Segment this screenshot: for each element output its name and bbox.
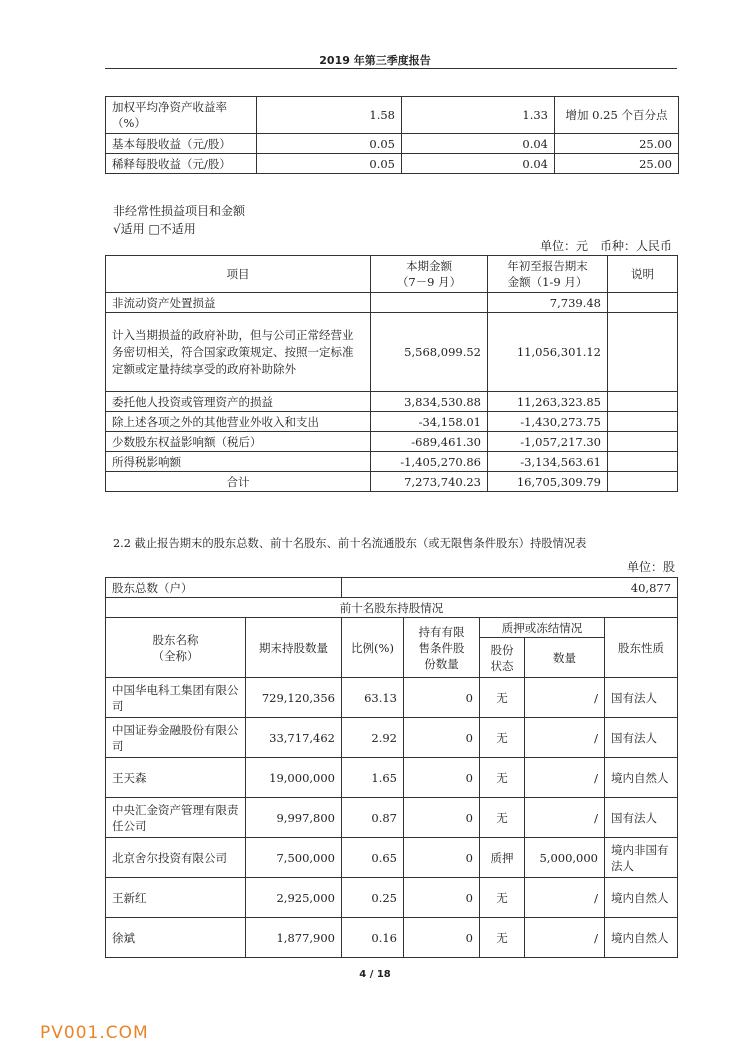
shareholder-ratio: 2.92 <box>342 718 404 758</box>
eps-row-label: 加权平均净资产收益率 （%） <box>106 97 257 134</box>
shareholder-nature: 国有法人 <box>605 798 678 838</box>
total-shareholders-row <box>106 578 678 598</box>
shareholder-name: 中国证券金融股份有限公司 <box>106 718 246 758</box>
col-header-current: 本期金额 （7－9 月） <box>371 256 488 293</box>
shareholder-nature: 国有法人 <box>605 718 678 758</box>
note-cell <box>608 293 678 313</box>
pledge-qty: / <box>525 718 605 758</box>
shareholder-ratio: 63.13 <box>342 678 404 718</box>
nonrecurring-unit-note: 单位：元 币种：人民币 <box>539 239 672 253</box>
shareholder-ratio: 0.16 <box>342 918 404 958</box>
shareholder-name: 王天森 <box>106 758 246 798</box>
ytd-cell: 11,056,301.12 <box>488 313 608 392</box>
shareholder-name: 王新红 <box>106 878 246 918</box>
total-label: 合计 <box>106 472 371 492</box>
shareholder-shares: 9,997,800 <box>246 798 342 838</box>
current-cell: -1,405,270.86 <box>371 452 488 472</box>
col-header-shares: 期末持股数量 <box>246 618 342 678</box>
shareholder-nature: 境内自然人 <box>605 918 678 958</box>
total-current: 7,273,740.23 <box>371 472 488 492</box>
shareholder-shares: 33,717,462 <box>246 718 342 758</box>
watermark: PV001.COM <box>40 1023 149 1043</box>
pledge-qty: 5,000,000 <box>525 838 605 878</box>
table-total-row <box>106 472 678 492</box>
shareholder-shares: 729,120,356 <box>246 678 342 718</box>
shareholders-unit-note: 单位：股 <box>626 560 675 574</box>
shareholder-nature: 境内自然人 <box>605 878 678 918</box>
eps-row-prior: 1.33 <box>402 97 555 134</box>
table-row <box>106 392 678 412</box>
shareholder-nature: 境内自然人 <box>605 758 678 798</box>
eps-table <box>105 96 679 174</box>
pledge-status: 质押 <box>480 838 525 878</box>
table-row <box>106 678 678 718</box>
ytd-cell: -3,134,563.61 <box>488 452 608 472</box>
col-header-pledge-status: 股份 状态 <box>480 638 525 678</box>
shareholder-restricted: 0 <box>404 718 480 758</box>
shareholder-nature: 国有法人 <box>605 678 678 718</box>
note-cell <box>608 412 678 432</box>
shareholder-ratio: 0.65 <box>342 838 404 878</box>
shareholder-name: 中国华电科工集团有限公司 <box>106 678 246 718</box>
applicable-checkbox-line: √适用 □不适用 <box>113 222 196 236</box>
pledge-qty: / <box>525 798 605 838</box>
ytd-cell: 11,263,323.85 <box>488 392 608 412</box>
pledge-status: 无 <box>480 878 525 918</box>
pledge-qty: / <box>525 918 605 958</box>
shareholders-table <box>105 577 678 958</box>
item-cell: 所得税影响额 <box>106 452 371 472</box>
shareholder-restricted: 0 <box>404 678 480 718</box>
top10-title-row <box>106 598 678 618</box>
total-shareholders-label: 股东总数（户） <box>106 578 342 598</box>
current-cell: -689,461.30 <box>371 432 488 452</box>
pledge-status: 无 <box>480 758 525 798</box>
table-row <box>106 313 678 392</box>
shareholder-restricted: 0 <box>404 838 480 878</box>
shareholder-ratio: 1.65 <box>342 758 404 798</box>
nonrecurring-title: 非经常性损益项目和金额 <box>113 204 246 218</box>
table-row <box>106 293 678 313</box>
pledge-qty: / <box>525 878 605 918</box>
shareholder-name: 中央汇金资产管理有限责任公司 <box>106 798 246 838</box>
item-cell: 除上述各项之外的其他营业外收入和支出 <box>106 412 371 432</box>
eps-row-prior: 0.04 <box>402 134 555 154</box>
item-cell: 计入当期损益的政府补助，但与公司正常经营业务密切相关，符合国家政策规定、按照一定标准定额或定量持续享受的政府补助除外 <box>106 313 371 392</box>
eps-row-change: 25.00 <box>555 154 679 174</box>
shareholder-shares: 1,877,900 <box>246 918 342 958</box>
page-number: 4 / 18 <box>359 969 391 980</box>
pledge-qty: / <box>525 758 605 798</box>
shareholder-restricted: 0 <box>404 798 480 838</box>
current-cell <box>371 293 488 313</box>
pledge-status: 无 <box>480 918 525 958</box>
table-row <box>106 878 678 918</box>
col-header-pledge: 质押或冻结情况 <box>480 618 605 638</box>
table-header-row <box>106 256 678 293</box>
shareholder-ratio: 0.25 <box>342 878 404 918</box>
total-shareholders-value: 40,877 <box>342 578 678 598</box>
pledge-status: 无 <box>480 718 525 758</box>
pledge-status: 无 <box>480 678 525 718</box>
pledge-qty: / <box>525 678 605 718</box>
table-row <box>106 134 679 154</box>
shareholder-name: 徐斌 <box>106 918 246 958</box>
note-cell <box>608 452 678 472</box>
shareholder-shares: 2,925,000 <box>246 878 342 918</box>
col-header-item: 项目 <box>106 256 371 293</box>
shareholder-shares: 7,500,000 <box>246 838 342 878</box>
section-2-2-title: 2.2 截止报告期末的股东总数、前十名股东、前十名流通股东（或无限售条件股东）持股情况表 <box>113 537 587 550</box>
ytd-cell: -1,430,273.75 <box>488 412 608 432</box>
item-cell: 委托他人投资或管理资产的损益 <box>106 392 371 412</box>
table-row <box>106 718 678 758</box>
eps-row-change: 25.00 <box>555 134 679 154</box>
table-header-row <box>106 618 678 638</box>
col-header-nature: 股东性质 <box>605 618 678 678</box>
shareholder-restricted: 0 <box>404 758 480 798</box>
nonrecurring-table <box>105 255 678 492</box>
shareholder-restricted: 0 <box>404 878 480 918</box>
col-header-ratio: 比例(%) <box>342 618 404 678</box>
shareholder-restricted: 0 <box>404 918 480 958</box>
total-ytd: 16,705,309.79 <box>488 472 608 492</box>
top10-title: 前十名股东持股情况 <box>106 598 678 618</box>
table-row <box>106 838 678 878</box>
table-row <box>106 97 679 134</box>
table-row <box>106 452 678 472</box>
table-row <box>106 412 678 432</box>
col-header-note: 说明 <box>608 256 678 293</box>
current-cell: 3,834,530.88 <box>371 392 488 412</box>
item-cell: 非流动资产处置损益 <box>106 293 371 313</box>
table-row <box>106 918 678 958</box>
table-row <box>106 154 679 174</box>
shareholder-name: 北京舍尔投资有限公司 <box>106 838 246 878</box>
eps-row-prior: 0.04 <box>402 154 555 174</box>
note-cell <box>608 392 678 412</box>
col-header-ytd: 年初至报告期末 金额（1-9 月） <box>488 256 608 293</box>
eps-row-current: 0.05 <box>257 154 402 174</box>
eps-row-current: 0.05 <box>257 134 402 154</box>
current-cell: -34,158.01 <box>371 412 488 432</box>
table-row <box>106 432 678 452</box>
header-divider <box>105 68 677 69</box>
ytd-cell: 7,739.48 <box>488 293 608 313</box>
eps-row-label: 稀释每股收益（元/股） <box>106 154 257 174</box>
ytd-cell: -1,057,217.30 <box>488 432 608 452</box>
table-row <box>106 758 678 798</box>
note-cell <box>608 432 678 452</box>
table-row <box>106 798 678 838</box>
col-header-restricted: 持有有限 售条件股 份数量 <box>404 618 480 678</box>
pledge-status: 无 <box>480 798 525 838</box>
note-cell <box>608 472 678 492</box>
shareholder-nature: 境内非国有法人 <box>605 838 678 878</box>
col-header-pledge-qty: 数量 <box>525 638 605 678</box>
report-header-title: 2019 年第三季度报告 <box>319 54 431 67</box>
item-cell: 少数股东权益影响额（税后） <box>106 432 371 452</box>
eps-row-current: 1.58 <box>257 97 402 134</box>
eps-row-label: 基本每股收益（元/股） <box>106 134 257 154</box>
note-cell <box>608 313 678 392</box>
current-cell: 5,568,099.52 <box>371 313 488 392</box>
shareholder-shares: 19,000,000 <box>246 758 342 798</box>
shareholder-ratio: 0.87 <box>342 798 404 838</box>
col-header-name: 股东名称 （全称） <box>106 618 246 678</box>
eps-row-change: 增加 0.25 个百分点 <box>555 97 679 134</box>
